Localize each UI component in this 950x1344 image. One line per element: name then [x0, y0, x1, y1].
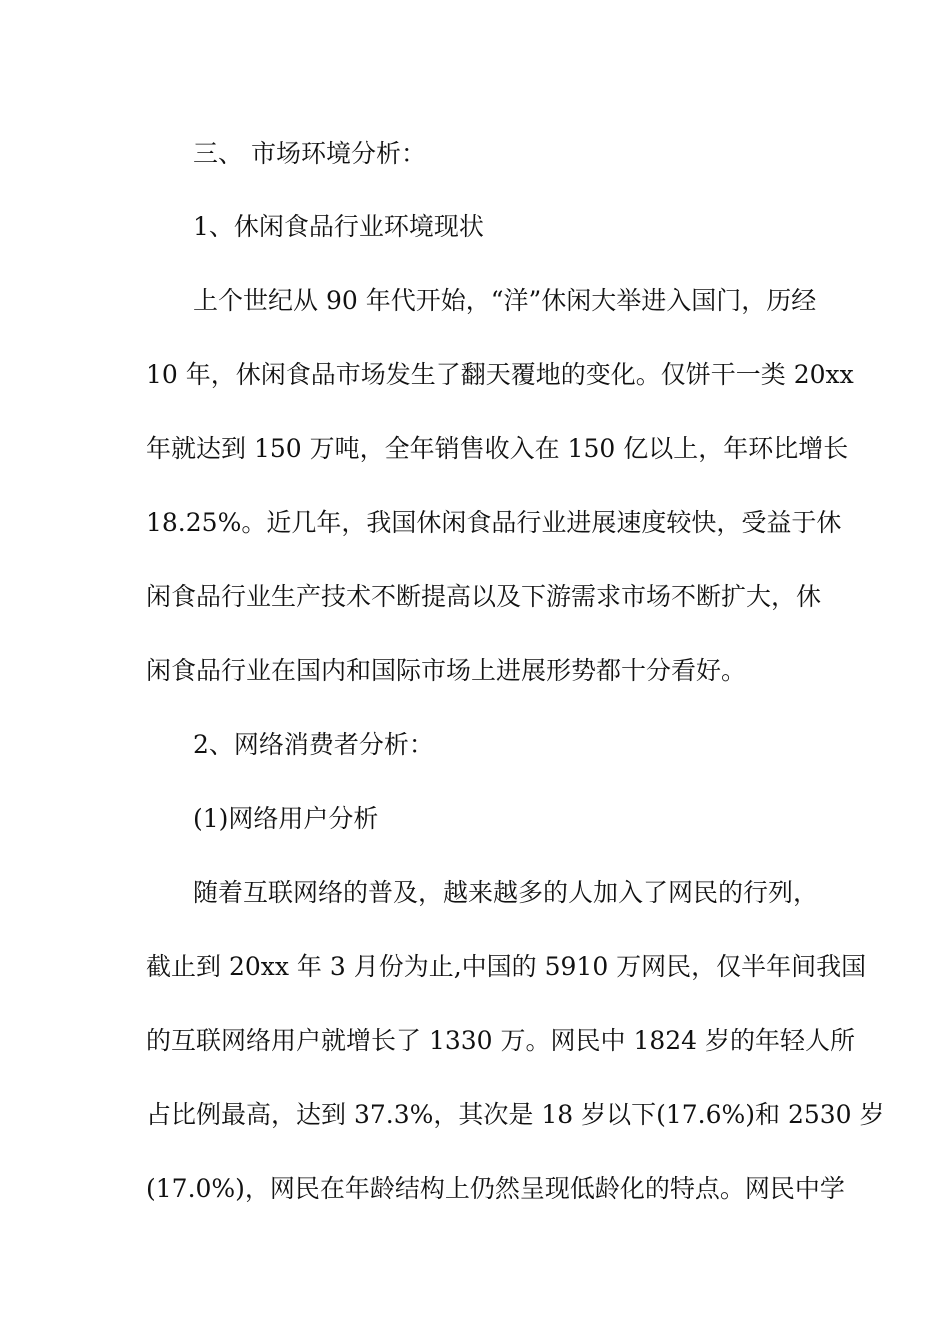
paragraph-1-line-3: 年就达到 150 万吨，全年销售收入在 150 亿以上，年环比增长 — [146, 434, 849, 463]
paragraph-1-line-6: 闲食品行业在国内和国际市场上进展形势都十分看好。 — [146, 656, 747, 685]
section-title: 市场环境分析： — [251, 139, 427, 168]
section-heading — [193, 138, 806, 170]
subsection-heading-2-1: (1)网络用户分析 — [193, 804, 379, 833]
paragraph-1-line-4: 18.25%。近几年，我国休闲食品行业进展速度较快，受益于休 — [146, 508, 842, 537]
paragraph-2-line-1: 随着互联网络的普及，越来越多的人加入了网民的行列， — [193, 878, 819, 907]
paragraph-1-line-2: 10 年，休闲食品市场发生了翻天覆地的变化。仅饼干一类 20xx — [146, 360, 854, 389]
paragraph-2-line-2: 截止到 20xx 年 3 月份为止,中国的 5910 万网民，仅半年间我国 — [146, 952, 867, 981]
subsection-heading-1: 1、休闲食品行业环境现状 — [193, 212, 484, 241]
paragraph-2-line-3: 的互联网络用户就增长了 1330 万。网民中 1824 岁的年轻人所 — [146, 1026, 856, 1055]
paragraph-1-line-1: 上个世纪从 90 年代开始，“洋”休闲大举进入国门，历经 — [193, 286, 817, 315]
paragraph-2-line-4: 占比例最高，达到 37.3%，其次是 18 岁以下(17.6%)和 2530 岁 — [146, 1100, 885, 1129]
paragraph-1-line-5: 闲食品行业生产技术不断提高以及下游需求市场不断扩大，休 — [146, 582, 822, 611]
section-number: 三、 — [193, 139, 244, 168]
subsection-heading-2: 2、网络消费者分析： — [193, 730, 434, 759]
paragraph-2-line-5: (17.0%)，网民在年龄结构上仍然呈现低龄化的特点。网民中学 — [146, 1174, 845, 1203]
